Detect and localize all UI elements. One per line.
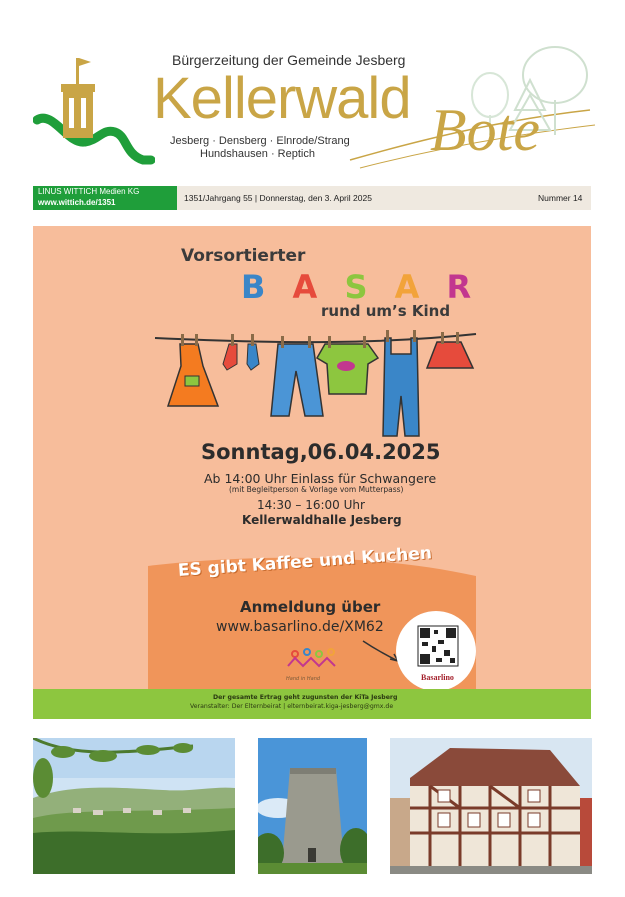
basar-title (241, 268, 479, 306)
event-venue: Kellerwaldhalle Jesberg (242, 513, 402, 527)
poster-subheadline: rund um’s Kind (321, 302, 451, 320)
basar-poster (33, 226, 591, 719)
publisher-name: LINUS WITTICH Medien KG (38, 187, 140, 196)
tower-ruin-photo (258, 738, 367, 874)
hand-in-hand-label: Hand in Hand (286, 676, 321, 682)
early-entry: Ab 14:00 Uhr Einlass für Schwangere (204, 471, 437, 486)
basar-letter-a2: A (394, 268, 428, 306)
tagline: Bürgerzeitung der Gemeinde Jesberg (172, 52, 406, 68)
register-label: Anmeldung über (240, 598, 381, 616)
organizer-text: Veranstalter: Der Elternbeirat | elternbeirat.kiga-jesberg@gmx.de (190, 703, 394, 710)
village-landscape-photo (33, 738, 235, 874)
event-time: 14:30 – 16:00 Uhr (257, 498, 365, 512)
issue-info: 1351/Jahrgang 55 | Donnerstag, den 3. April 2025 (184, 193, 372, 203)
masthead (0, 0, 625, 180)
basarlino-brand: Basarlino (421, 673, 454, 682)
basar-letter-r: R (446, 268, 480, 306)
town-hall-photo (390, 738, 592, 874)
tower-logo-icon (33, 50, 155, 170)
issue-number: Nummer 14 (538, 193, 583, 203)
coffee-banner: ES gibt Kaffee und Kuchen (177, 543, 433, 581)
proceeds-text: Der gesamte Ertrag geht zugunsten der KiTa Jesberg (213, 694, 398, 701)
basar-letter-b: B (241, 268, 274, 306)
early-entry-note: (mit Begleitperson & Vorlage vom Mutterpass) (229, 485, 404, 494)
basar-letter-s: S (344, 268, 376, 306)
poster-headline: Vorsortierter (181, 246, 306, 266)
towns-line-1: Jesberg · Densberg · Elnrode/Strang (170, 135, 350, 147)
publisher-url[interactable]: www.wittich.de/1351 (38, 198, 116, 207)
event-date: Sonntag,06.04.2025 (201, 440, 441, 464)
title-bote: Bote (430, 97, 540, 163)
publisher-box (33, 186, 177, 210)
title-kellerwald: Kellerwald (153, 66, 411, 131)
towns-line-2: Hundshausen · Reptich (200, 148, 315, 160)
towns-list (170, 135, 350, 161)
register-url[interactable]: www.basarlino.de/XM62 (216, 619, 384, 635)
basar-letter-a: A (292, 268, 326, 306)
